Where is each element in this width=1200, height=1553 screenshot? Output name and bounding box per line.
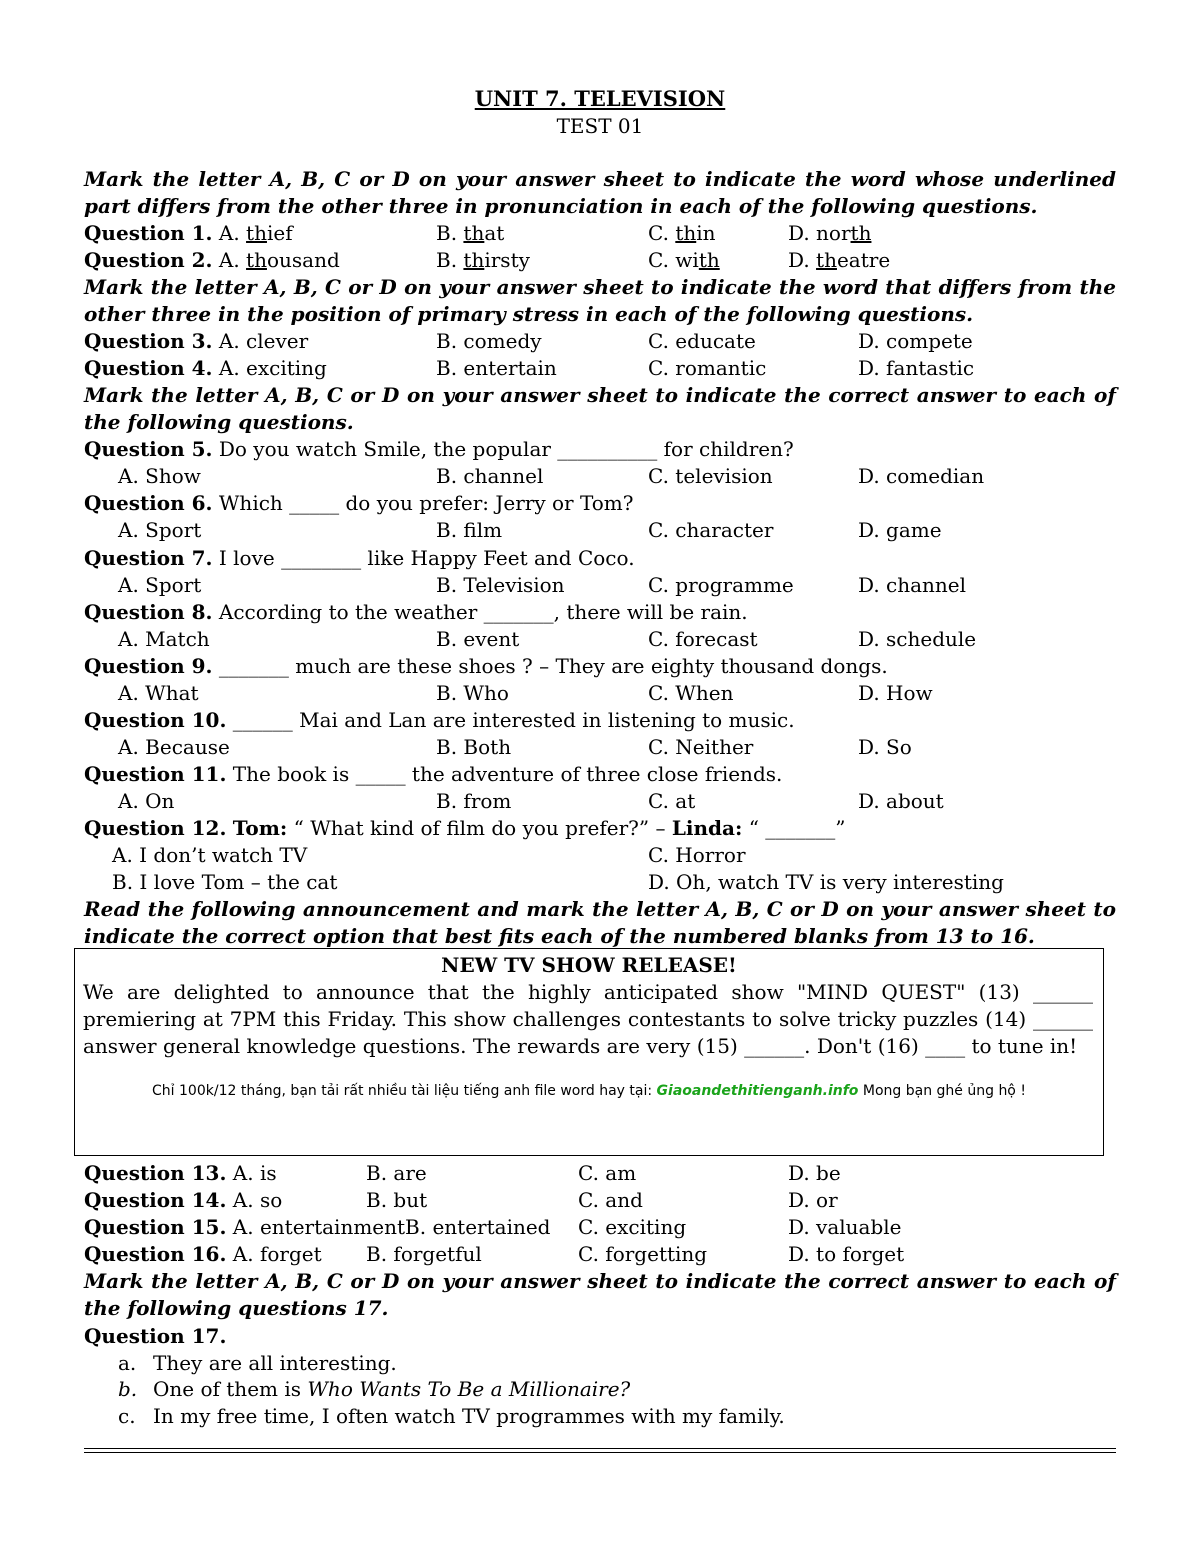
announcement-box [74,948,1104,1156]
instruction-reading: Read the following announcement and mark the letter A, B, C or D on your answer sheet to indicate the correct option that best fits each of the numbered blanks from 13 to 16. [84,897,1116,948]
question-15: Question 15. A. entertainmentB. entertained C. exciting D. valuable [84,1215,902,1239]
instruction-arrange: Mark the letter A, B, C or D on your answer sheet to indicate the correct answer to each of the following questions 17. [84,1269,1116,1320]
footer-rule-top [84,1448,1116,1449]
question-7: Question 7. I love ________ like Happy Feet and Coco. [84,546,635,570]
option-d: D. theatre [788,248,891,272]
question-9-options: A. What B. Who C. When D. How [118,681,933,705]
question-11: Question 11. The book is _____ the adventure of three close friends. [84,762,783,786]
question-5-options: A. Show B. channel C. television D. comedian [118,464,985,488]
question-17-item-c: c. In my free time, I often watch TV programmes with my family. [118,1404,785,1428]
question-10: Question 10. ______ Mai and Lan are interested in listening to music. [84,708,795,732]
promo-link[interactable]: Giaoandethitienganh.info [656,1083,859,1099]
question-7-options: A. Sport B. Television C. programme D. channel [118,573,967,597]
question-5: Question 5. Do you watch Smile, the popular __________ for children? [84,437,794,461]
footer-rule-bottom [84,1452,1116,1453]
instruction-pronunciation: Mark the letter A, B, C or D on your answer sheet to indicate the word whose underlined part differs from the other three in pronunciation in each of the following questions. [84,167,1116,218]
question-13: Question 13. A. is B. are C. am D. be [84,1161,841,1185]
instruction-stress: Mark the letter A, B, C or D on your answer sheet to indicate the word that differs from the other three in the position of primary stress in each of the following questions. [84,275,1116,326]
question-11-options: A. On B. from C. at D. about [118,789,944,813]
question-12: Question 12. Tom: “ What kind of film do you prefer?” – Linda: “ _______” [84,816,846,840]
question-label: Question 1. [84,221,213,245]
question-3: Question 3. A. clever B. comedy C. educate D. compete [84,329,973,353]
question-label: Question 2. [84,248,213,272]
question-1: Question 1. A. thief B. that C. thin D. north [84,221,872,245]
question-2: Question 2. A. thousand B. thirsty C. with D. theatre [84,248,891,272]
question-17: Question 17. [84,1324,227,1348]
option-b: B. that [436,221,505,245]
question-12-options-row1: A. I don’t watch TV C. Horror [112,843,746,867]
option-c: C. with [648,248,720,272]
announcement-text: We are delighted to announce that the highly anticipated show "MIND QUEST" (13) ______ premiering at 7PM this Friday. This show challenges contestants to solve tricky puzzles (14) ______ answer general knowledge questions. The rewards are very (15) ______. Don't (16) ____ to tune in! [83,980,1093,1058]
announcement-title: NEW TV SHOW RELEASE! [441,953,737,977]
question-17-item-b: b. One of them is Who Wants To Be a Millionaire? [118,1377,631,1401]
question-12-options-row2: B. I love Tom – the cat D. Oh, watch TV is very interesting [112,870,1004,894]
question-6-options: A. Sport B. film C. character D. game [118,518,942,542]
question-4: Question 4. A. exciting B. entertain C. romantic D. fantastic [84,356,975,380]
question-9: Question 9. _______ much are these shoes ? – They are eighty thousand dongs. [84,654,888,678]
option-b: B. thirsty [436,248,530,272]
option-c: C. thin [648,221,716,245]
question-16: Question 16. A. forget B. forgetful C. forgetting D. to forget [84,1242,905,1266]
question-17-item-a: a. They are all interesting. [118,1351,397,1375]
question-14: Question 14. A. so B. but C. and D. or [84,1188,838,1212]
promo-line: Chỉ 100k/12 tháng, bạn tải rất nhiều tài liệu tiếng anh file word hay tại: Giaoandethitienganh.info Mong bạn ghé ủng hộ ! [152,1083,1026,1099]
question-8-options: A. Match B. event C. forecast D. schedule [118,627,977,651]
instruction-correct-answer: Mark the letter A, B, C or D on your answer sheet to indicate the correct answer to each of the following questions. [84,383,1116,434]
page-subtitle: TEST 01 [556,114,644,138]
page-title: UNIT 7. TELEVISION [474,86,726,111]
option-d: D. north [788,221,872,245]
question-6: Question 6. Which _____ do you prefer: Jerry or Tom? [84,491,634,515]
question-8: Question 8. According to the weather _______, there will be rain. [84,600,748,624]
question-10-options: A. Because B. Both C. Neither D. So [118,735,912,759]
